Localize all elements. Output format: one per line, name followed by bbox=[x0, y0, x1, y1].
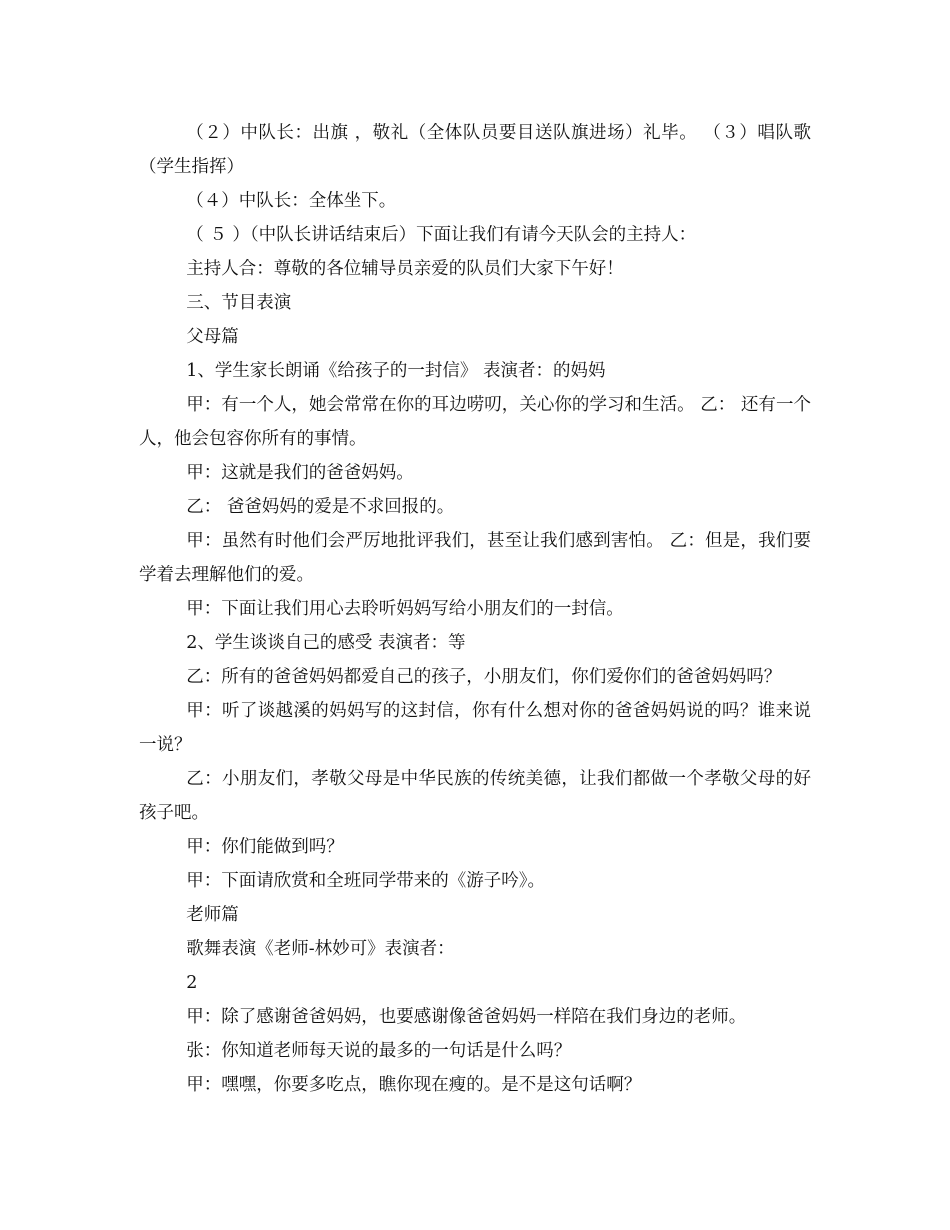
page-number: 2 bbox=[186, 973, 198, 993]
section-heading-performance: 三、节目表演 bbox=[186, 293, 292, 313]
document-body bbox=[139, 116, 811, 1102]
item-parent-recital: 1、学生家长朗诵《给孩子的一封信》 表演者：的妈妈 bbox=[186, 361, 606, 381]
item-song-dance: 歌舞表演《老师-林妙可》表演者： bbox=[186, 939, 455, 959]
dialogue-line: 甲：嘿嘿，你要多吃点，瞧你现在瘦的。是不是这句话啊？ bbox=[186, 1075, 642, 1095]
dialogue-line: 甲：除了感谢爸爸妈妈，也要感谢像爸爸妈妈一样陪在我们身边的老师。 bbox=[186, 1007, 747, 1027]
paragraph-host-greeting: 主持人合：尊敬的各位辅导员亲爱的队员们大家下午好！ bbox=[186, 259, 624, 279]
item-student-feelings: 2、学生谈谈自己的感受 表演者：等 bbox=[186, 633, 466, 653]
dialogue-line: 甲：这就是我们的爸爸妈妈。 bbox=[186, 463, 414, 483]
dialogue-line: 张：你知道老师每天说的最多的一句话是什么吗？ bbox=[186, 1041, 572, 1061]
dialogue-line: 甲：听了谈越溪的妈妈写的这封信，你有什么想对你的爸爸妈妈说的吗？谁来说一说？ bbox=[139, 701, 811, 755]
subsection-heading-parents: 父母篇 bbox=[186, 327, 239, 347]
dialogue-line: 甲：下面请欣赏和全班同学带来的《游子吟》。 bbox=[186, 871, 545, 891]
dialogue-line: 乙：所有的爸爸妈妈都爱自己的孩子，小朋友们，你们爱你们的爸爸妈妈吗？ bbox=[186, 667, 782, 687]
paragraph-host-invite: （ ５ ）（中队长讲话结束后）下面让我们有请今天队会的主持人： bbox=[186, 225, 697, 245]
dialogue-line: 乙：小朋友们，孝敬父母是中华民族的传统美德，让我们都做一个孝敬父母的好孩子吧。 bbox=[139, 769, 811, 823]
dialogue-line: 甲：下面让我们用心去聆听妈妈写给小朋友们的一封信。 bbox=[186, 599, 624, 619]
dialogue-line: 甲：有一个人，她会常常在你的耳边唠叨，关心你的学习和生活。 乙： 还有一个人，他会包容你所有的事情。 bbox=[139, 395, 811, 449]
dialogue-line: 甲：虽然有时他们会严厉地批评我们，甚至让我们感到害怕。 乙：但是，我们要学着去理解他们的爱。 bbox=[139, 531, 811, 585]
dialogue-line: 甲：你们能做到吗？ bbox=[186, 837, 344, 857]
dialogue-line: 乙： 爸爸妈妈的爱是不求回报的。 bbox=[186, 497, 455, 517]
paragraph-flag-ceremony: （２）中队长：出旗 ，敬礼（全体队员要目送队旗进场）礼毕。 （３）唱队歌（学生指挥） bbox=[139, 123, 811, 177]
paragraph-sit-down: （４）中队长：全体坐下。 bbox=[186, 191, 397, 211]
subsection-heading-teachers: 老师篇 bbox=[186, 905, 239, 925]
